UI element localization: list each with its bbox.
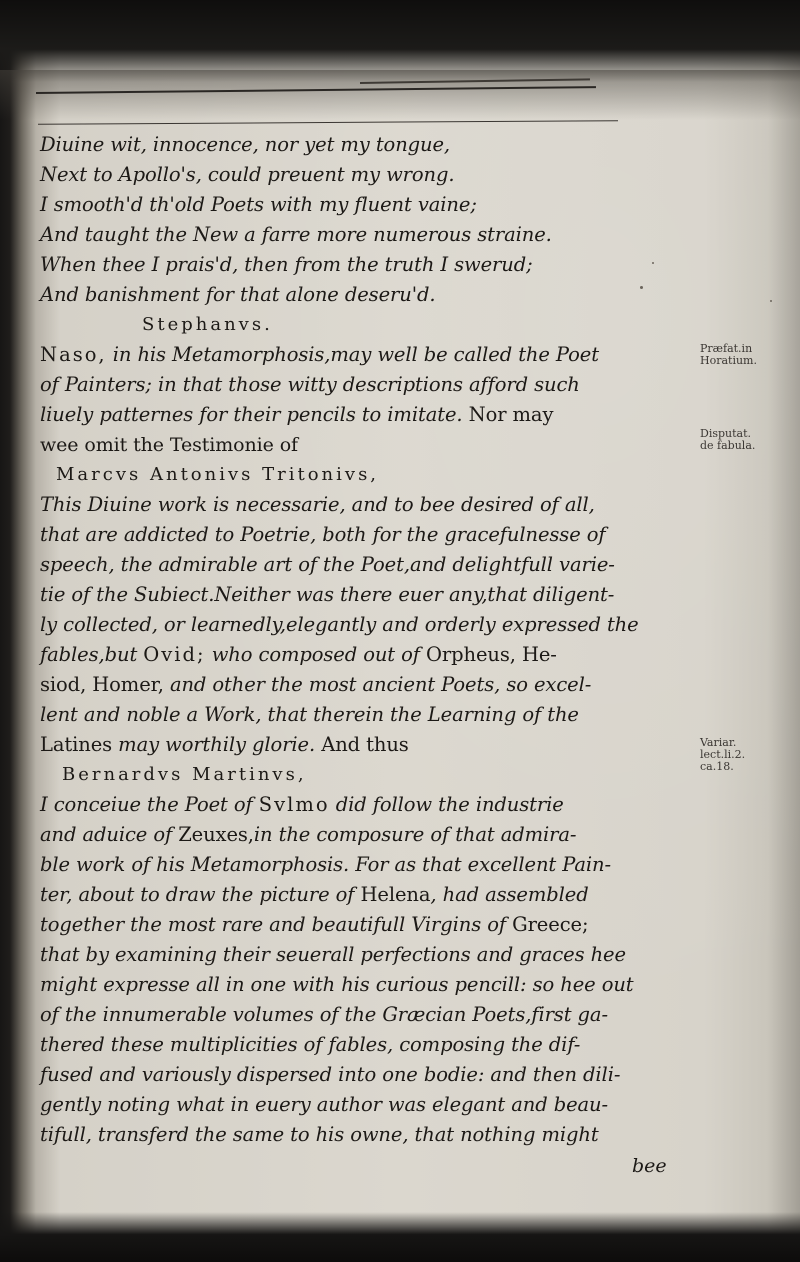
paper-speck <box>652 262 654 264</box>
bernardus-line: together the most rare and beautifull Virgins of Greece; <box>40 913 589 936</box>
naso-line-3: liuely patternes for their pencils to imitate. Nor may <box>40 403 554 426</box>
bernardus-line: gently noting what in euery author was elegant and beau- <box>40 1093 609 1116</box>
margin-note-disputat: Disputat. de fabula. <box>700 427 756 452</box>
marcus-line: ly collected, or learnedly,elegantly and orderly expressed the <box>40 613 639 636</box>
marcus-line: This Diuine work is necessarie, and to bee desired of all, <box>40 493 595 516</box>
marcus-line: speech, the admirable art of the Poet,and delightfull varie- <box>40 553 615 576</box>
bernardus-line: of the innumerable volumes of the Græcian Poets,first ga- <box>40 1003 608 1026</box>
naso-line-4: wee omit the Testimonie of <box>40 434 298 456</box>
head-rule <box>38 120 618 126</box>
marcus-heading: Marcvs Antonivs Tritonivs, <box>56 464 380 485</box>
marcus-line: tie of the Subiect.Neither was there euer any,that diligent- <box>40 583 615 606</box>
stephanus-heading: Stephanvs. <box>142 314 273 335</box>
bernardus-line: ter, about to draw the picture of Helena, had assembled <box>40 883 589 906</box>
page-text <box>40 130 680 1150</box>
paper-speck <box>770 300 772 302</box>
catchword: bee <box>632 1155 667 1177</box>
fold-shadow <box>0 70 800 120</box>
naso-line-1: Naso, in his Metamorphosis,may well be called the Poet <box>40 343 599 366</box>
bernardus-line: fused and variously dispersed into one bodie: and then dili- <box>40 1063 621 1086</box>
bernardus-line: and aduice of Zeuxes,in the composure of that admira- <box>40 823 577 846</box>
marcus-line: Latines may worthily glorie. And thus <box>40 733 409 756</box>
bernardus-heading: Bernardvs Martinvs, <box>62 764 307 785</box>
poem-line: Next to Apollo's, could preuent my wrong. <box>40 163 455 186</box>
poem-line: I smooth'd th'old Poets with my fluent vaine; <box>40 193 477 216</box>
bottom-dark-edge <box>0 1212 800 1262</box>
paper-speck <box>640 286 643 289</box>
naso-line-2: of Painters; in that those witty descriptions afford such <box>40 373 580 396</box>
marcus-line: lent and noble a Work, that therein the Learning of the <box>40 703 579 726</box>
naso-name: Naso, <box>40 343 107 366</box>
poem-line: When thee I prais'd, then from the truth I swerud; <box>40 253 533 276</box>
bernardus-line: tifull, transferd the same to his owne, that nothing might <box>40 1123 599 1146</box>
poem-line: And banishment for that alone deseru'd. <box>40 283 436 306</box>
bernardus-line: I conceiue the Poet of Svlmo did follow the industrie <box>40 793 564 816</box>
poem-line: And taught the New a farre more numerous straine. <box>40 223 552 246</box>
bernardus-line: thered these multiplicities of fables, composing the dif- <box>40 1033 581 1056</box>
marcus-line: siod, Homer, and other the most ancient Poets, so excel- <box>40 673 592 696</box>
marcus-line: fables,but Ovid; who composed out of Orpheus, He- <box>40 643 557 666</box>
margin-note-variar: Variar. lect.li.2. ca.18. <box>700 736 746 773</box>
poem-line: Diuine wit, innocence, nor yet my tongue, <box>40 133 451 156</box>
bernardus-line: ble work of his Metamorphosis. For as that excellent Pain- <box>40 853 612 876</box>
margin-note-praefat: Præfat.in Horatium. <box>700 342 757 367</box>
marcus-line: that are addicted to Poetrie, both for the gracefulnesse of <box>40 523 606 546</box>
bernardus-line: that by examining their seuerall perfections and graces hee <box>40 943 626 966</box>
bernardus-line: might expresse all in one with his curious pencill: so hee out <box>40 973 634 996</box>
